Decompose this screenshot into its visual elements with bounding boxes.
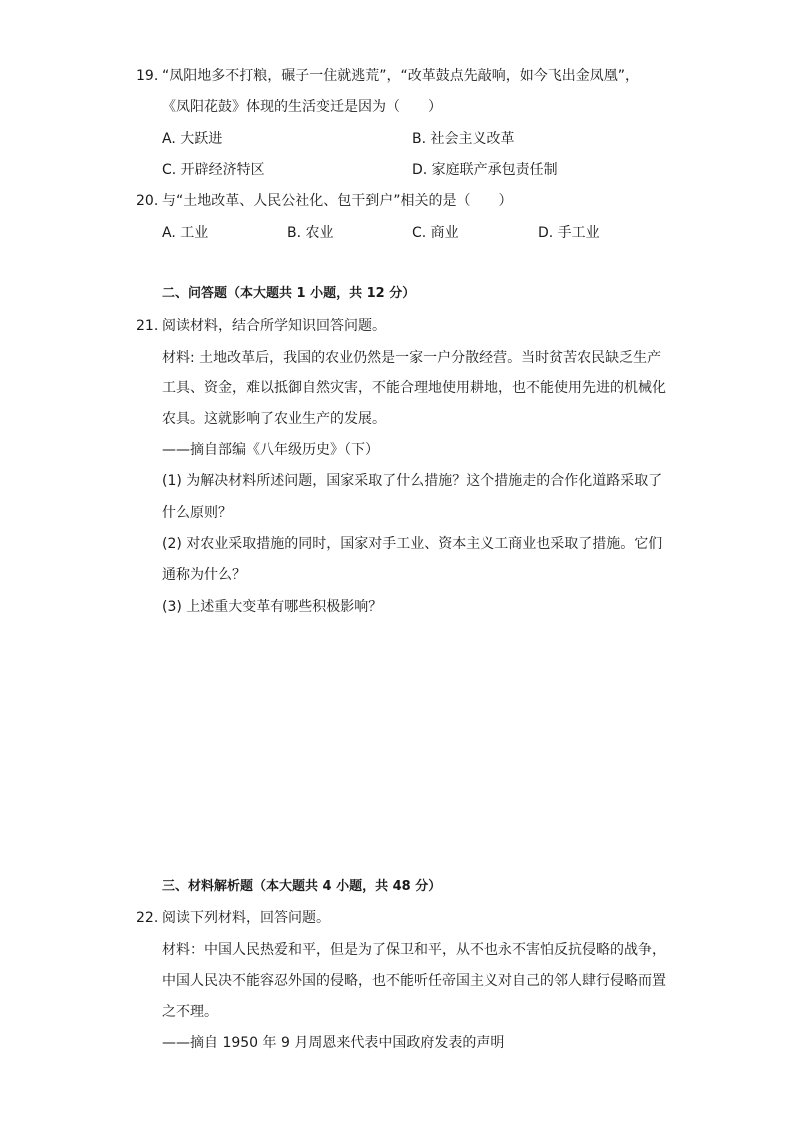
sub-question: (3) 上述重大变革有哪些积极影响？ [162,599,383,615]
material-line: 农具。这就影响了农业生产的发展。 [162,411,386,427]
material-source: ——摘自部编《八年级历史》（下） [162,442,379,458]
question-number: 19. [136,68,159,84]
sub-question: (1) 为解决材料所述问题，国家采取了什么措施？这个措施走的合作化道路采取了 [162,473,663,489]
option-c: C. 开辟经济特区 [162,162,265,178]
question-stem: “凤阳地多不打粮，碾子一住就逃荒”，“改革鼓点先敲响，如今飞出金凤凰”， [162,68,640,84]
option-c: C. 商业 [412,225,459,241]
option-a: A. 工业 [162,225,209,241]
sub-question: (2) 对农业采取措施的同时，国家对手工业、资本主义工商业也采取了措施。它们 [162,536,663,552]
question-stem: 与“土地改革、人民公社化、包干到户”相关的是（ ） [162,193,513,209]
material-line: 工具、资金，难以抵御自然灾害，不能合理地使用耕地，也不能使用先进的机械化 [162,380,666,396]
material-source: ——摘自 1950 年 9 月周恩来代表中国政府发表的声明 [162,1035,505,1051]
option-b: B. 社会主义改革 [412,131,515,147]
question-number: 22. [136,910,159,926]
option-b: B. 农业 [287,225,334,241]
material-line: 材料: 土地改革后，我国的农业仍然是一家一户分散经营。当时贫苦农民缺乏生产 [162,350,662,366]
question-stem: 《凤阳花鼓》体现的生活变迁是因为（ ） [162,99,442,115]
section-heading: 二、问答题（本大题共 1 小题，共 12 分） [162,286,416,301]
question-number: 21. [136,318,159,334]
section-heading: 三、材料解析题（本大题共 4 小题，共 48 分） [162,879,442,894]
sub-question: 通称为什么？ [162,567,246,583]
option-d: D. 家庭联产承包责任制 [412,162,558,178]
material-line: 之不理。 [162,1004,218,1020]
option-a: A. 大跃进 [162,131,223,147]
material-line: 材料：中国人民热爱和平，但是为了保卫和平，从不也永不害怕反抗侵略的战争， [162,942,666,958]
question-prompt: 阅读材料，结合所学知识回答问题。 [162,318,386,334]
question-prompt: 阅读下列材料，回答问题。 [162,910,330,926]
sub-question: 什么原则？ [162,505,232,521]
question-number: 20. [136,193,159,209]
option-d: D. 手工业 [538,225,600,241]
material-line: 中国人民决不能容忍外国的侵略，也不能听任帝国主义对自己的邻人肆行侵略而置 [162,973,666,989]
